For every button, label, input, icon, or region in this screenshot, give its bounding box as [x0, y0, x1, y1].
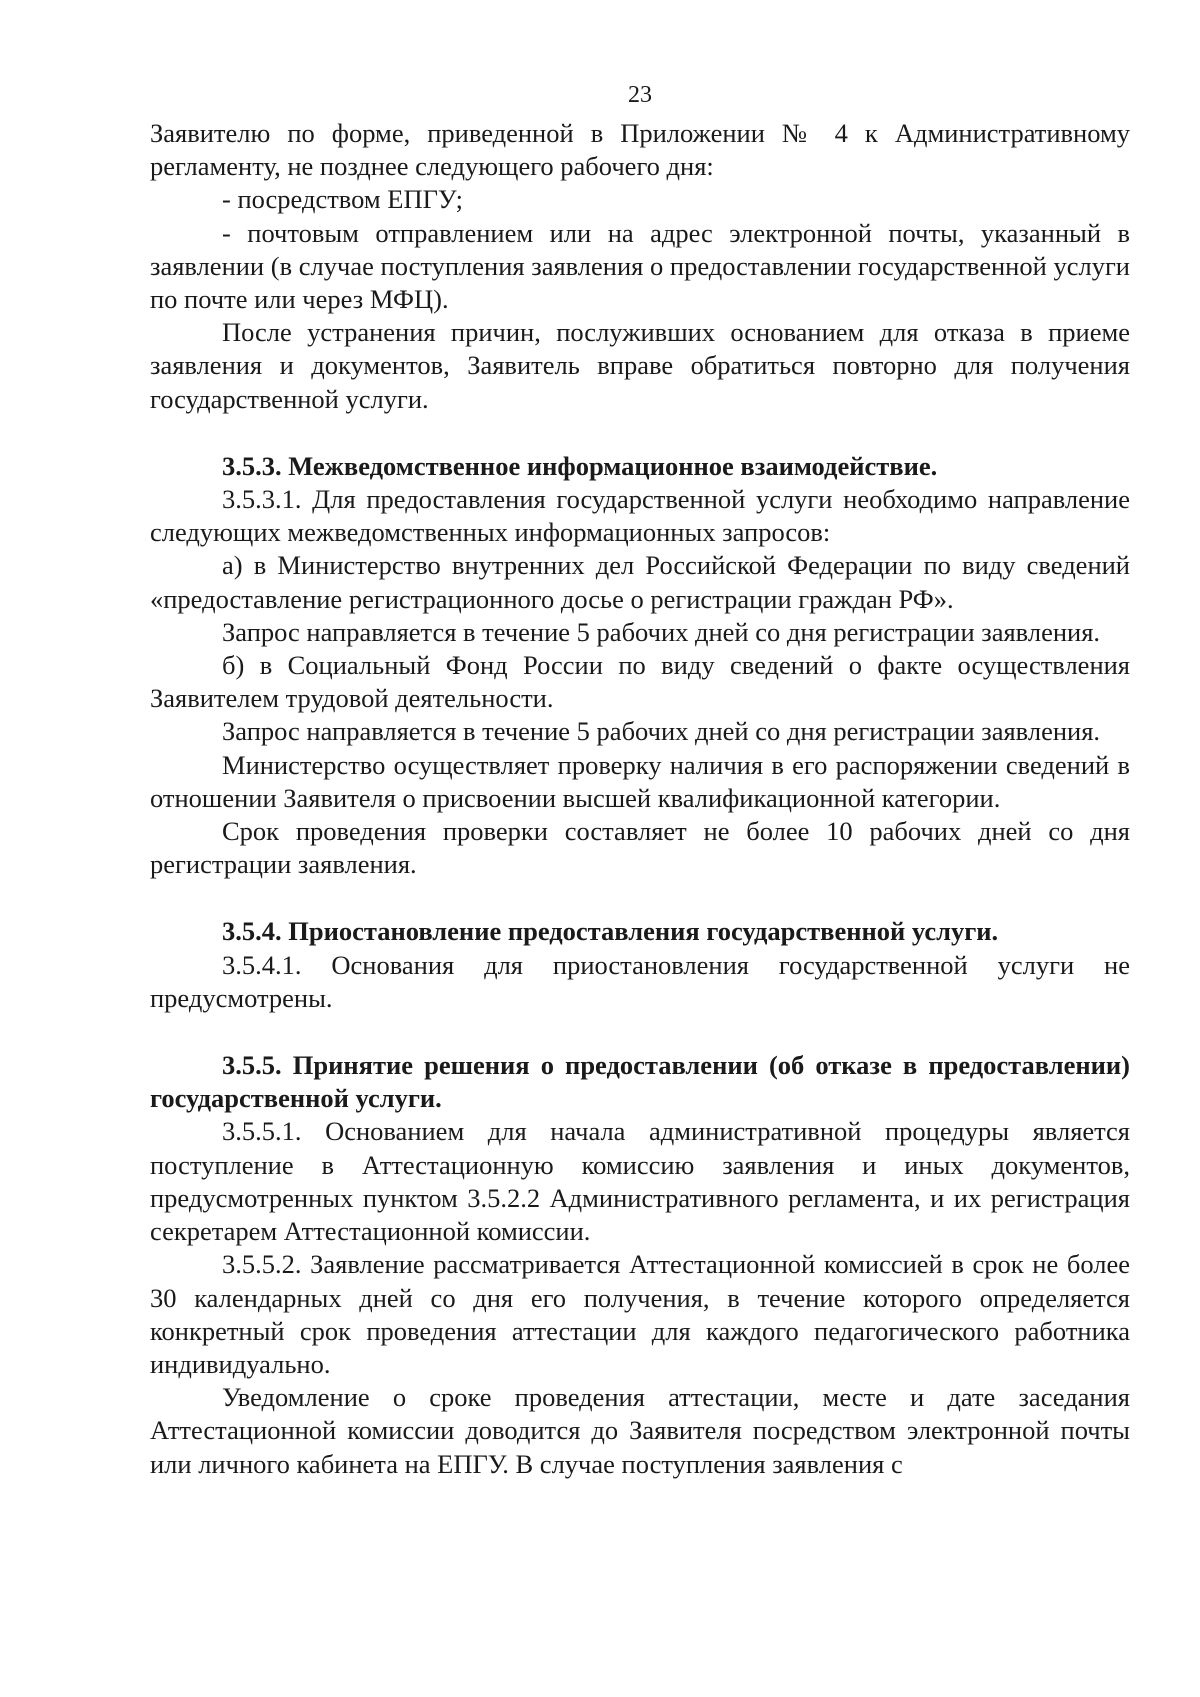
paragraph: Министерство осуществляет проверку наличия в его распоряжении сведений в отношении Заявителя о присвоении высшей квалификационной категории. — [150, 749, 1130, 813]
section-heading: 3.5.5. Принятие решения о предоставлении (об отказе в предоставлении) государственной услуги. — [150, 1050, 1130, 1114]
paragraph: Запрос направляется в течение 5 рабочих дней со дня регистрации заявления. — [222, 716, 1101, 747]
section-heading: 3.5.4. Приостановление предоставления государственной услуги. — [222, 916, 999, 947]
paragraph: 3.5.3.1. Для предоставления государственной услуги необходимо направление следующих межведомственных информационных запросов: — [150, 484, 1130, 548]
paragraph: а) в Министерство внутренних дел Российской Федерации по виду сведений «предоставление регистрационного досье о регистрации граждан РФ». — [150, 550, 1130, 614]
paragraph: 3.5.5.1. Основанием для начала административной процедуры является поступление в Аттестационную комиссию заявления и иных документов, предусмотренных пунктом 3.5.2.2 Административного регламента, и их регистрация секретарем Аттестационной комиссии. — [150, 1116, 1130, 1247]
document-page — [150, 80, 1130, 1481]
paragraph: 3.5.5.2. Заявление рассматривается Аттестационной комиссией в срок не более 30 календарных дней со дня его получения, в течение которого определяется конкретный срок проведения аттестации для каждого педагогического работника индивидуально. — [150, 1249, 1130, 1379]
paragraph: Срок проведения проверки составляет не более 10 рабочих дней со дня регистрации заявления. — [150, 816, 1130, 880]
section-heading: 3.5.3. Межведомственное информационное взаимодействие. — [222, 450, 938, 481]
paragraph: Уведомление о сроке проведения аттестации, месте и дате заседания Аттестационной комиссии доводится до Заявителя посредством электронной почты или личного кабинета на ЕПГУ. В случае поступления заявления с — [150, 1382, 1130, 1479]
paragraph: Заявителю по форме, приведенной в Приложении № 4 к Административному регламенту, не позднее следующего рабочего дня: — [150, 118, 1130, 182]
document-body — [150, 117, 1130, 1481]
paragraph: б) в Социальный Фонд России по виду сведений о факте осуществления Заявителем трудовой деятельности. — [150, 650, 1130, 714]
paragraph: - посредством ЕПГУ; — [222, 184, 464, 215]
page-number: 23 — [628, 82, 652, 108]
paragraph: Запрос направляется в течение 5 рабочих дней со дня регистрации заявления. — [222, 616, 1101, 647]
paragraph: 3.5.4.1. Основания для приостановления государственной услуги не предусмотрены. — [150, 949, 1130, 1013]
paragraph: После устранения причин, послуживших основанием для отказа в приеме заявления и документов, Заявитель вправе обратиться повторно для получения государственной услуги. — [150, 317, 1130, 414]
paragraph: - почтовым отправлением или на адрес электронной почты, указанный в заявлении (в случае поступления заявления о предоставлении государственной услуги по почте или через МФЦ). — [150, 217, 1130, 315]
